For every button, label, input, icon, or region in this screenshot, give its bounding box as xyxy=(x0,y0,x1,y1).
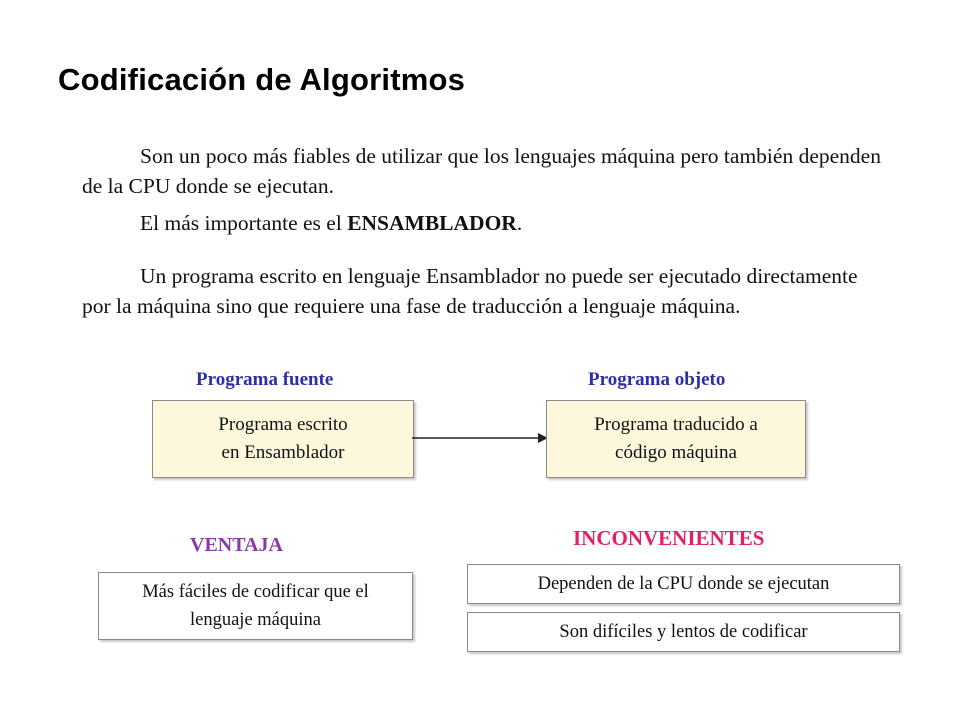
paragraph-ensamblador xyxy=(140,208,840,238)
inconvenientes-label: INCONVENIENTES xyxy=(573,526,765,550)
paragraph-translation: Un programa escrito en lenguaje Ensamblador no puede ser ejecutado directamente por la máquina sino que requiere una fase de traducción a lenguaje máquina. xyxy=(82,264,858,318)
ventaja-text xyxy=(142,578,369,634)
paragraph-intro: Son un poco más fiables de utilizar que los lenguajes máquina pero también dependen de la CPU donde se ejecutan. xyxy=(82,144,881,198)
ensamblador-term: ENSAMBLADOR xyxy=(347,211,517,235)
source-program-line-1: Programa escrito xyxy=(218,414,348,435)
object-program-box xyxy=(546,400,806,478)
paragraph-ensamblador-suffix: . xyxy=(516,211,523,235)
source-program-box xyxy=(152,400,414,478)
source-program-text xyxy=(218,411,347,467)
object-program-line-2: código máquina xyxy=(615,442,737,463)
translation-arrow xyxy=(412,430,548,446)
ventaja-box xyxy=(98,572,413,640)
ventaja-line-1: Más fáciles de codificar que el xyxy=(142,582,369,602)
paragraph-ensamblador-prefix: El más importante es el xyxy=(140,211,348,235)
inconveniente-box-2 xyxy=(467,612,900,652)
ventaja-label: VENTAJA xyxy=(190,534,283,556)
inconveniente-text-2: Son difíciles y lentos de codificar xyxy=(559,622,808,642)
object-program-line-1: Programa traducido a xyxy=(594,414,758,435)
object-program-text xyxy=(594,411,758,467)
source-program-line-2: en Ensamblador xyxy=(221,442,345,463)
ventaja-line-2: lenguaje máquina xyxy=(190,610,321,630)
object-program-label: Programa objeto xyxy=(588,369,726,390)
inconveniente-text-1: Dependen de la CPU donde se ejecutan xyxy=(537,574,830,594)
slide-title: Codificación de Algoritmos xyxy=(58,62,466,97)
inconveniente-box-1 xyxy=(467,564,900,604)
source-program-label: Programa fuente xyxy=(196,369,334,390)
